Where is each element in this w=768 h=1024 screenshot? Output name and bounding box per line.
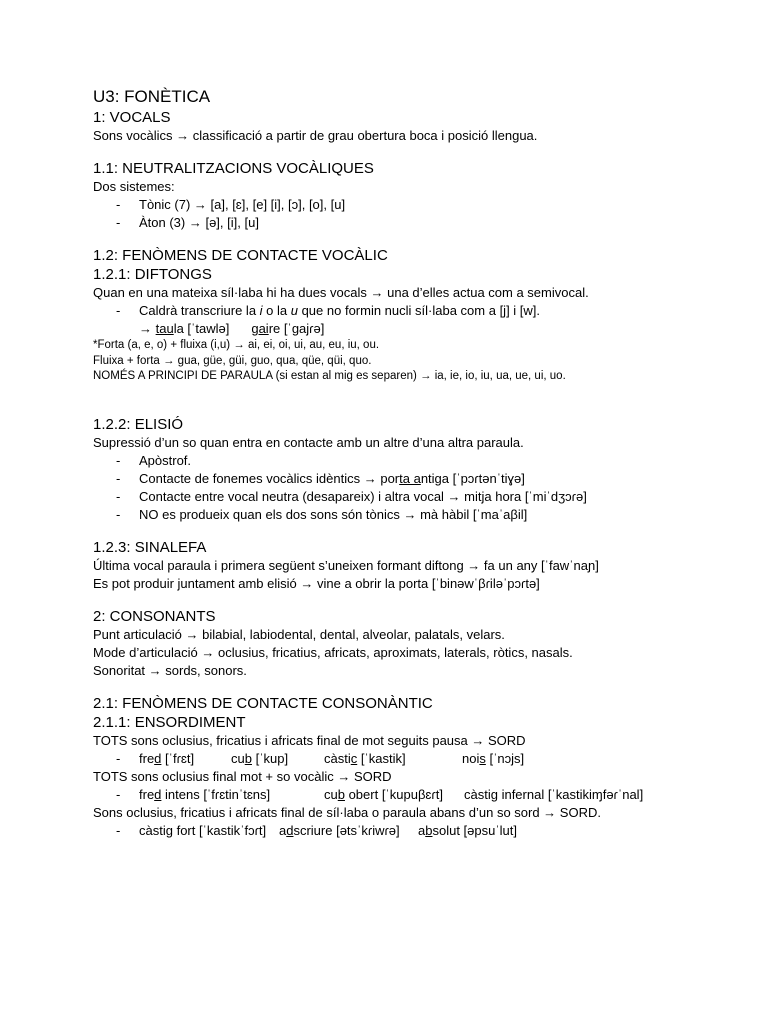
subsection-heading-elisio: 1.2.2: ELISIÓ bbox=[93, 415, 184, 433]
paragraph: Quan en una mateixa síl·laba hi ha dues vocals → una d’elles actua com a semivocal. bbox=[93, 285, 589, 300]
list-item: - fred intens [ˈfɾɛtinˈtɛns] cub obert [ˈkupuβɛɾt] càstig infernal [ˈkastikiɱfəɾˈnal] bbox=[116, 786, 644, 802]
note: Fluixa + forta → gua, güe, güi, guo, qua, qüe, qüi, quo. bbox=[93, 354, 372, 367]
paragraph: Es pot produir juntament amb elisió → vine a obrir la porta [ˈbinəwˈβɾiləˈpɔɾtə] bbox=[93, 575, 540, 591]
paragraph: Última vocal paraula i primera següent s’uneixen formant diftong → fa un any [ˈfawˈnaɲ] bbox=[93, 557, 599, 573]
subsection-heading-diftongs: 1.2.1: DIFTONGS bbox=[93, 266, 212, 283]
section-heading-consonants: 2: CONSONANTS bbox=[93, 607, 216, 625]
section-heading-contacte-vocalic: 1.2: FENÒMENS DE CONTACTE VOCÀLIC bbox=[93, 247, 388, 264]
paragraph: Sonoritat → sords, sonors. bbox=[93, 662, 247, 678]
paragraph: Mode d’articulació → oclusius, fricatius, africats, aproximats, laterals, ròtics, nasals. bbox=[93, 644, 573, 660]
section-heading-neutralitzacions: 1.1: NEUTRALITZACIONS VOCÀLIQUES bbox=[93, 160, 374, 177]
example-line: → taula [ˈtawlə] gaire [ˈgajɾə] bbox=[139, 321, 325, 336]
section-heading-vocals: 1: VOCALS bbox=[93, 109, 171, 126]
list-item: - Contacte de fonemes vocàlics idèntics → porta antiga [ˈpɔɾtənˈtiɣə] bbox=[116, 470, 525, 486]
list-item: - Àton (3) → [ə], [i], [u] bbox=[116, 215, 259, 230]
document-page bbox=[93, 86, 733, 840]
list-item: - Apòstrof. bbox=[116, 452, 192, 468]
paragraph: Dos sistemes: bbox=[93, 179, 175, 194]
list-item: - fred [ˈfɾɛt] cub [ˈkup] càstic [ˈkastik] nois [ˈnɔjs] bbox=[116, 750, 525, 766]
page-title: U3: FONÈTICA bbox=[93, 87, 211, 106]
list-item: - NO es produeix quan els dos sons són tònics → mà hàbil [ˈmaˈaβil] bbox=[116, 506, 528, 522]
subsection-heading-ensordiment: 2.1.1: ENSORDIMENT bbox=[93, 713, 246, 731]
subsection-heading-sinalefa: 1.2.3: SINALEFA bbox=[93, 538, 207, 556]
list-item: - Caldrà transcriure la i o la u que no formin nucli síl·laba com a [j] i [w]. bbox=[116, 303, 541, 318]
paragraph: TOTS sons oclusius final mot + so vocàlic → SORD bbox=[93, 768, 392, 784]
paragraph: TOTS sons oclusius, fricatius i africats final de mot seguits pausa → SORD bbox=[93, 732, 526, 748]
paragraph: Sons vocàlics → classificació a partir de grau obertura boca i posició llengua. bbox=[93, 128, 538, 143]
list-item: - Tònic (7) → [a], [ɛ], [e] [i], [ɔ], [o], [u] bbox=[116, 197, 346, 212]
paragraph: Supressió d’un so quan entra en contacte amb un altre d’una altra paraula. bbox=[93, 434, 524, 450]
section-heading-contacte-consonantic: 2.1: FENÒMENS DE CONTACTE CONSONÀNTIC bbox=[93, 694, 433, 712]
note: *Forta (a, e, o) + fluixa (i,u) → ai, ei, oi, ui, au, eu, iu, ou. bbox=[93, 339, 380, 351]
note: NOMÉS A PRINCIPI DE PARAULA (si estan al mig es separen) → ia, ie, io, iu, ua, ue, ui, uo. bbox=[93, 370, 566, 382]
paragraph: Sons oclusius, fricatius i africats final de síl·laba o paraula abans d’un so sord → SORD. bbox=[93, 804, 601, 820]
list-item: - Contacte entre vocal neutra (desapareix) i altra vocal → mitja hora [ˈmiˈdʒɔɾə] bbox=[116, 488, 587, 504]
paragraph: Punt articulació → bilabial, labiodental, dental, alveolar, palatals, velars. bbox=[93, 626, 505, 642]
list-item: - càstig fort [ˈkastikˈfɔɾt] adscriure [ətsˈkɾiwɾə] absolut [əpsuˈlut] bbox=[116, 822, 518, 838]
